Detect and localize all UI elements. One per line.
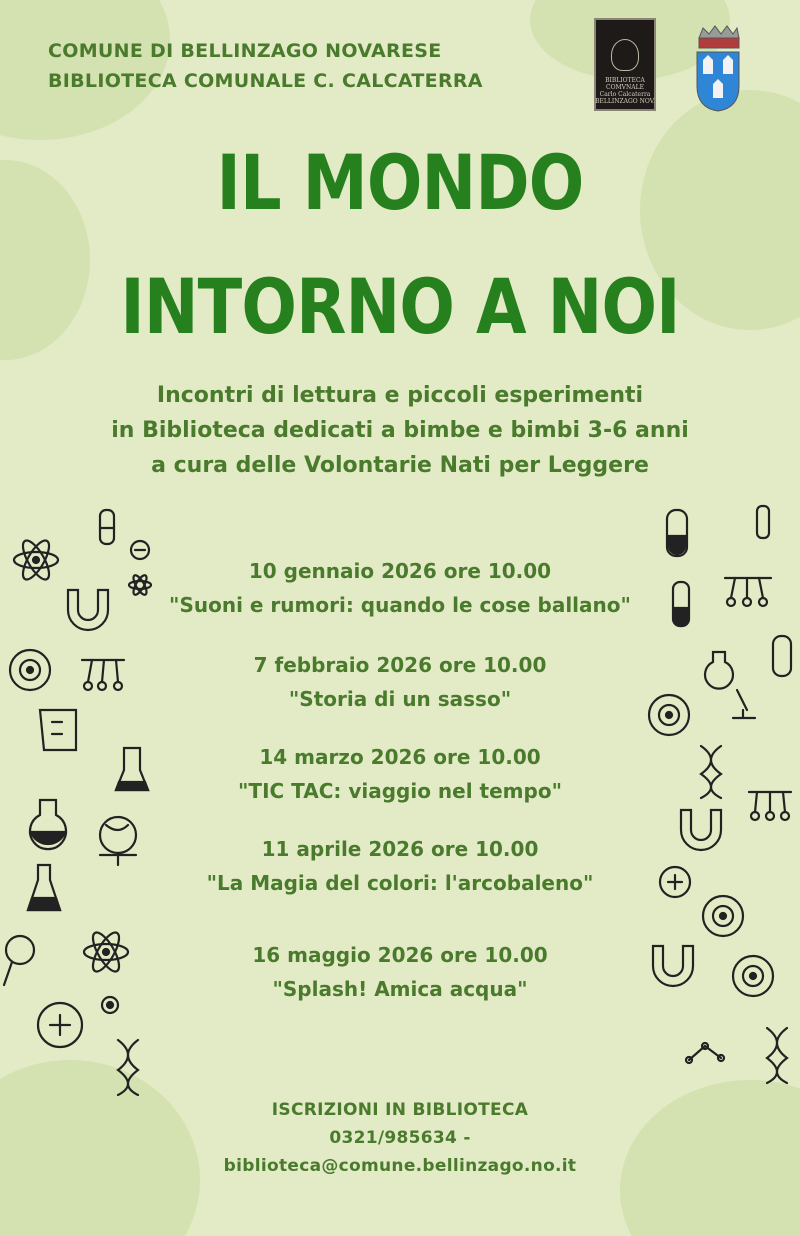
pendulum-icon <box>749 792 791 820</box>
flask-icon <box>30 800 66 849</box>
library-emblem-icon <box>611 39 639 71</box>
orbit-icon <box>733 956 773 996</box>
library-logo-text: Carlo Calcaterra <box>599 91 651 98</box>
phone-number: 0321/985634 - <box>329 1128 471 1148</box>
flask-icon <box>116 748 148 790</box>
subtitle <box>0 378 800 483</box>
orbit-icon <box>102 997 118 1013</box>
orbit-icon <box>703 896 743 936</box>
event-title: "Suoni e rumori: quando le cose ballano" <box>169 593 631 617</box>
globe-icon <box>100 817 136 865</box>
title-line-1: IL MONDO <box>216 138 584 227</box>
subtitle-line: a cura delle Volontarie Nati per Leggere <box>151 453 649 478</box>
event-item <box>130 938 670 1006</box>
dna-icon <box>767 1028 787 1083</box>
orbit-icon <box>10 650 50 690</box>
test-tube-icon <box>100 510 114 544</box>
pendulum-icon <box>725 578 771 606</box>
test-tube-icon <box>667 510 687 556</box>
header <box>48 36 483 96</box>
atom-icon <box>84 929 128 975</box>
orbit-icon <box>649 695 689 735</box>
event-date: 10 gennaio 2026 ore 10.00 <box>248 559 552 583</box>
event-date: 11 aprile 2026 ore 10.00 <box>261 837 539 861</box>
microscope-icon <box>733 690 755 718</box>
header-municipality: COMUNE DI BELLINZAGO NOVARESE <box>48 40 442 62</box>
magnifier-icon <box>4 936 34 985</box>
plus-icon <box>660 867 690 897</box>
magnet-icon <box>681 810 721 850</box>
event-date: 14 marzo 2026 ore 10.00 <box>259 745 541 769</box>
event-title: "Storia di un sasso" <box>288 687 512 711</box>
library-logo <box>594 18 656 111</box>
science-doodles-right <box>625 480 800 1100</box>
header-library: BIBLIOTECA COMUNALE C. CALCATERRA <box>48 70 483 92</box>
town-crest-icon <box>695 24 741 112</box>
event-item <box>130 740 670 808</box>
flask-icon <box>705 652 733 689</box>
event-item <box>130 554 670 622</box>
magnet-icon <box>653 946 693 986</box>
plus-icon <box>38 1003 82 1047</box>
minus-icon <box>131 541 149 559</box>
test-tube-icon <box>673 582 689 626</box>
event-item <box>130 648 670 716</box>
event-date: 7 febbraio 2026 ore 10.00 <box>253 653 547 677</box>
dna-icon <box>701 746 721 798</box>
event-item <box>130 832 670 900</box>
event-title: "TIC TAC: viaggio nel tempo" <box>238 779 562 803</box>
flask-icon <box>28 865 60 910</box>
molecule-icon <box>686 1043 724 1063</box>
science-doodles-left <box>0 480 175 1100</box>
event-title: "La Magia del colori: l'arcobaleno" <box>206 871 594 895</box>
event-title: "Splash! Amica acqua" <box>272 977 528 1001</box>
registration-note: ISCRIZIONI IN BIBLIOTECA <box>271 1100 529 1120</box>
atom-icon <box>14 537 58 583</box>
footer <box>0 1096 800 1180</box>
library-logo-text: BIBLIOTECA <box>605 77 645 84</box>
beaker-icon <box>40 710 76 750</box>
magnet-icon <box>68 590 108 630</box>
test-tube-icon <box>757 506 769 538</box>
email-address: biblioteca@comune.bellinzago.no.it <box>223 1156 577 1176</box>
subtitle-line: in Biblioteca dedicati a bimbe e bimbi 3-6 anni <box>111 418 689 443</box>
atom-icon <box>129 573 151 596</box>
library-logo-text: COMVNALE <box>606 84 644 91</box>
dna-icon <box>118 1040 138 1095</box>
test-tube-icon <box>773 636 791 676</box>
title-line-2: INTORNO A NOI <box>120 262 680 351</box>
pendulum-icon <box>82 660 124 690</box>
subtitle-line: Incontri di lettura e piccoli esperimenti <box>156 383 644 408</box>
library-logo-text: BELLINZAGO NOV. <box>595 98 655 105</box>
event-date: 16 maggio 2026 ore 10.00 <box>252 943 548 967</box>
